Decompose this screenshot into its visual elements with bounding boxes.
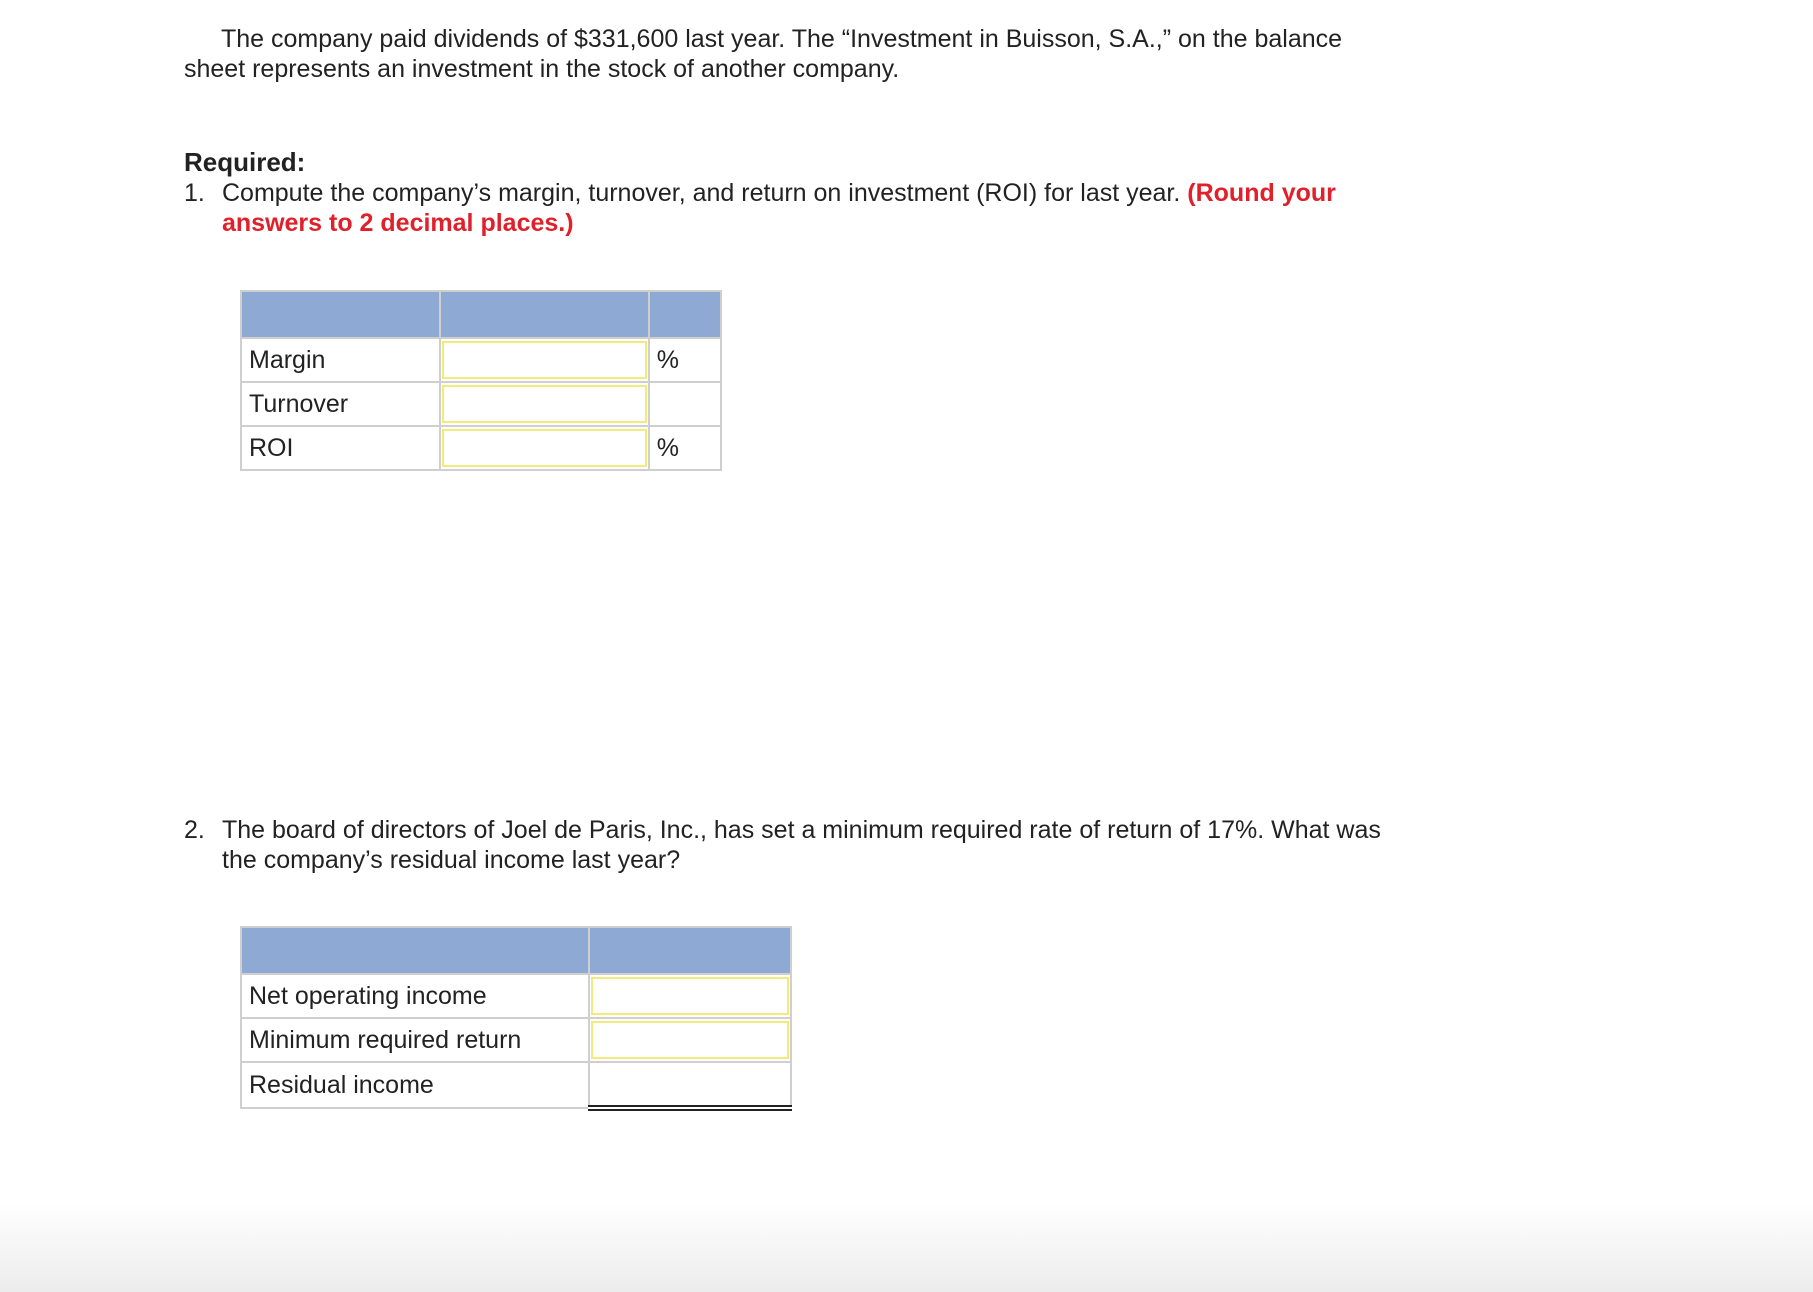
question-1-text: Compute the company’s margin, turnover, and return on investment (ROI) for last year.	[222, 179, 1181, 207]
question-1-text-block	[222, 178, 1404, 238]
table-row-net-operating-income	[241, 974, 791, 1018]
margin-input[interactable]	[442, 341, 647, 379]
required-heading: Required:	[184, 147, 306, 177]
turnover-label: Turnover	[241, 382, 440, 426]
table-row-residual-income	[241, 1062, 791, 1108]
net-operating-income-input[interactable]	[591, 977, 789, 1015]
question-1	[184, 178, 1404, 238]
minimum-required-return-input-cell[interactable]	[589, 1018, 791, 1062]
roi-unit: %	[649, 426, 721, 470]
roi-table	[240, 290, 722, 471]
question-1-number: 1.	[184, 179, 205, 207]
roi-table-header-cell	[440, 291, 649, 338]
roi-table-header-cell	[241, 291, 440, 338]
roi-input[interactable]	[442, 429, 647, 467]
roi-label: ROI	[241, 426, 440, 470]
roi-table-header	[241, 291, 721, 338]
net-operating-income-input-cell[interactable]	[589, 974, 791, 1018]
residual-income-table	[240, 926, 792, 1111]
roi-table-header-cell	[649, 291, 721, 338]
minimum-required-return-label: Minimum required return	[241, 1018, 589, 1062]
turnover-unit	[649, 382, 721, 426]
residual-income-table-header-cell	[589, 927, 791, 974]
intro-paragraph: The company paid dividends of $331,600 last year. The “Investment in Buisson, S.A.,” on the balance sheet represents an investment in the stock of another company.	[184, 25, 1343, 83]
question-2-number: 2.	[184, 816, 205, 844]
net-operating-income-label: Net operating income	[241, 974, 589, 1018]
bottom-shadow	[0, 1202, 1813, 1292]
residual-income-label: Residual income	[241, 1062, 589, 1108]
table-row-roi	[241, 426, 721, 470]
margin-label: Margin	[241, 338, 440, 382]
margin-unit: %	[649, 338, 721, 382]
margin-input-cell[interactable]	[440, 338, 649, 382]
residual-income-table-header	[241, 927, 791, 974]
table-row-turnover	[241, 382, 721, 426]
table-row-margin	[241, 338, 721, 382]
question-2	[184, 815, 1404, 875]
minimum-required-return-input[interactable]	[591, 1021, 789, 1059]
table-row-minimum-required-return	[241, 1018, 791, 1062]
turnover-input-cell[interactable]	[440, 382, 649, 426]
residual-income-table-header-cell	[241, 927, 589, 974]
turnover-input[interactable]	[442, 385, 647, 423]
roi-input-cell[interactable]	[440, 426, 649, 470]
residual-income-value	[589, 1062, 791, 1108]
question-1-instruction: (Round your answers to 2 decimal places.)	[222, 179, 1336, 237]
question-2-text: The board of directors of Joel de Paris, Inc., has set a minimum required rate of return of 17%. What was the company’s residual income last year?	[222, 816, 1381, 874]
